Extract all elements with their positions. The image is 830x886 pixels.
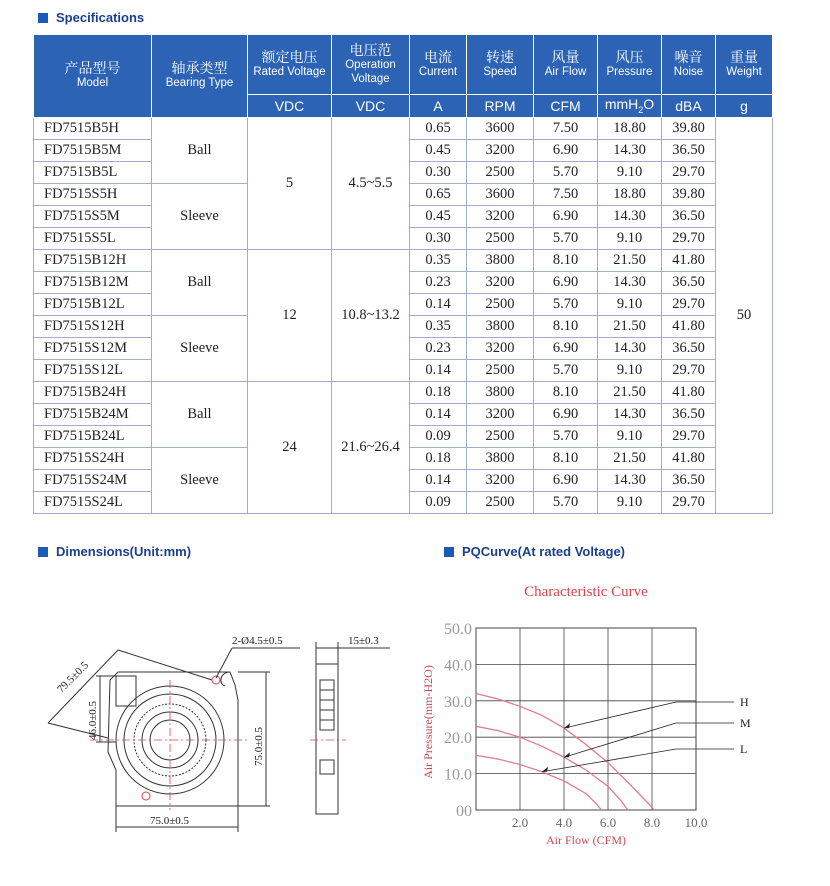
pressure-cell: 21.50: [598, 316, 662, 338]
curve-l: [476, 755, 601, 810]
header-row: [34, 35, 773, 95]
speed-cell: 3800: [467, 316, 534, 338]
flow-cell: 5.70: [534, 492, 598, 514]
current-cell: 0.35: [410, 250, 467, 272]
operation-voltage-cell: 21.6~26.4: [332, 382, 410, 514]
unit-noise: dBA: [662, 95, 716, 118]
y-tick-label: 00: [456, 803, 472, 820]
y-tick-label: 10.0: [444, 766, 472, 784]
dimensions-drawing: [30, 620, 430, 849]
flow-cell: 5.70: [534, 162, 598, 184]
pressure-cell: 14.30: [598, 404, 662, 426]
noise-cell: 39.80: [662, 118, 716, 140]
current-cell: 0.23: [410, 338, 467, 360]
noise-cell: 29.70: [662, 360, 716, 382]
model-cell: FD7515B24L: [34, 426, 152, 448]
pressure-cell: 18.80: [598, 118, 662, 140]
header-operation-voltage: 电压范 Operation Voltage: [332, 35, 410, 95]
pressure-cell: 9.10: [598, 360, 662, 382]
bearing-cell: Sleeve: [152, 448, 248, 514]
pq-heading: [444, 544, 625, 559]
speed-cell: 3800: [467, 382, 534, 404]
noise-cell: 36.50: [662, 404, 716, 426]
y-tick-label: 50.0: [444, 621, 472, 638]
header-speed: 转速 Speed: [467, 35, 534, 95]
header-current: 电流 Current: [410, 35, 467, 95]
noise-cell: 36.50: [662, 140, 716, 162]
curve-h: [476, 694, 654, 811]
speed-cell: 3600: [467, 118, 534, 140]
speed-cell: 3200: [467, 272, 534, 294]
weight-cell: 50: [716, 118, 773, 514]
current-cell: 0.65: [410, 184, 467, 206]
dimensions-title: Dimensions(Unit:mm): [56, 544, 192, 559]
dim-height: 75.0±0.5: [253, 726, 265, 766]
model-cell: FD7515B5H: [34, 118, 152, 140]
noise-cell: 36.50: [662, 470, 716, 492]
y-tick-label: 40.0: [444, 657, 472, 675]
header-bearing: 轴承类型 Bearing Type: [152, 35, 248, 118]
bearing-cell: Sleeve: [152, 184, 248, 250]
dimensions-heading: [38, 544, 191, 559]
current-cell: 0.30: [410, 228, 467, 250]
model-cell: FD7515S5H: [34, 184, 152, 206]
noise-cell: 36.50: [662, 272, 716, 294]
leader-line: [542, 749, 676, 772]
header-pressure: 风压 Pressure: [598, 35, 662, 95]
specifications-heading: [38, 10, 144, 25]
model-cell: FD7515S5L: [34, 228, 152, 250]
table-row: [34, 382, 773, 404]
current-cell: 0.18: [410, 382, 467, 404]
header-air-flow: 风量 Air Flow: [534, 35, 598, 95]
noise-cell: 41.80: [662, 250, 716, 272]
flow-cell: 6.90: [534, 140, 598, 162]
flow-cell: 5.70: [534, 360, 598, 382]
pressure-cell: 21.50: [598, 448, 662, 470]
model-cell: FD7515B24H: [34, 382, 152, 404]
bullet-square-icon: [38, 13, 48, 23]
flow-cell: 5.70: [534, 426, 598, 448]
leader-line: [564, 702, 676, 728]
legend-label-h: H: [740, 695, 749, 709]
noise-cell: 29.70: [662, 294, 716, 316]
current-cell: 0.14: [410, 470, 467, 492]
noise-cell: 41.80: [662, 448, 716, 470]
speed-cell: 2500: [467, 492, 534, 514]
noise-cell: 29.70: [662, 162, 716, 184]
flow-cell: 6.90: [534, 272, 598, 294]
flow-cell: 6.90: [534, 404, 598, 426]
pressure-cell: 9.10: [598, 492, 662, 514]
current-cell: 0.35: [410, 316, 467, 338]
current-cell: 0.09: [410, 426, 467, 448]
flow-cell: 7.50: [534, 118, 598, 140]
flow-cell: 8.10: [534, 382, 598, 404]
unit-speed: RPM: [467, 95, 534, 118]
noise-cell: 29.70: [662, 492, 716, 514]
unit-flow: CFM: [534, 95, 598, 118]
legend-label-l: L: [740, 742, 748, 756]
model-cell: FD7515B5M: [34, 140, 152, 162]
pressure-cell: 14.30: [598, 140, 662, 162]
flow-cell: 6.90: [534, 206, 598, 228]
rated-voltage-cell: 5: [248, 118, 332, 250]
pq-chart: [412, 572, 812, 866]
pq-title: PQCurve(At rated Voltage): [462, 544, 626, 559]
model-cell: FD7515S24H: [34, 448, 152, 470]
current-cell: 0.45: [410, 140, 467, 162]
current-cell: 0.09: [410, 492, 467, 514]
current-cell: 0.14: [410, 404, 467, 426]
speed-cell: 3200: [467, 470, 534, 492]
x-tick-label: 6.0: [599, 815, 617, 830]
bearing-cell: Ball: [152, 118, 248, 184]
flow-cell: 6.90: [534, 338, 598, 360]
pressure-cell: 14.30: [598, 272, 662, 294]
bearing-cell: Ball: [152, 382, 248, 448]
flow-cell: 5.70: [534, 294, 598, 316]
leader-arrow-icon: [542, 767, 548, 772]
header-noise: 噪音 Noise: [662, 35, 716, 95]
flow-cell: 8.10: [534, 448, 598, 470]
noise-cell: 29.70: [662, 426, 716, 448]
speed-cell: 2500: [467, 228, 534, 250]
chart-title: Characteristic Curve: [524, 584, 648, 600]
legend-label-m: M: [740, 716, 751, 730]
model-cell: FD7515S24L: [34, 492, 152, 514]
noise-cell: 41.80: [662, 382, 716, 404]
current-cell: 0.14: [410, 360, 467, 382]
dim-thickness: 15±0.3: [348, 635, 379, 647]
speed-cell: 3200: [467, 338, 534, 360]
pressure-cell: 14.30: [598, 206, 662, 228]
y-axis-label: Air Pressure(mm-H2O): [421, 665, 435, 779]
noise-cell: 39.80: [662, 184, 716, 206]
dim-width: 75.0±0.5: [150, 815, 190, 827]
pressure-cell: 21.50: [598, 382, 662, 404]
current-cell: 0.18: [410, 448, 467, 470]
noise-cell: 36.50: [662, 206, 716, 228]
leader-arrow-icon: [564, 723, 570, 728]
table-row: [34, 118, 773, 140]
curve-m: [476, 726, 628, 810]
bearing-cell: Sleeve: [152, 316, 248, 382]
current-cell: 0.30: [410, 162, 467, 184]
speed-cell: 3200: [467, 404, 534, 426]
bullet-square-icon: [444, 547, 454, 557]
speed-cell: 2500: [467, 426, 534, 448]
x-axis-label: Air Flow (CFM): [545, 833, 627, 847]
x-tick-label: 10.0: [684, 815, 708, 830]
model-cell: FD7515B5L: [34, 162, 152, 184]
x-tick-label: 2.0: [511, 815, 529, 830]
model-cell: FD7515B12M: [34, 272, 152, 294]
flow-cell: 7.50: [534, 184, 598, 206]
pressure-cell: 18.80: [598, 184, 662, 206]
speed-cell: 3200: [467, 140, 534, 162]
speed-cell: 3600: [467, 184, 534, 206]
current-cell: 0.65: [410, 118, 467, 140]
y-tick-label: 30.0: [444, 693, 472, 711]
current-cell: 0.45: [410, 206, 467, 228]
leader-arrow-icon: [564, 752, 570, 757]
x-tick-label: 8.0: [643, 815, 661, 830]
model-cell: FD7515B12L: [34, 294, 152, 316]
model-cell: FD7515S12H: [34, 316, 152, 338]
unit-current: A: [410, 95, 467, 118]
model-cell: FD7515B24M: [34, 404, 152, 426]
speed-cell: 3800: [467, 448, 534, 470]
pressure-cell: 14.30: [598, 470, 662, 492]
header-model: 产品型号 Model: [34, 35, 152, 118]
plot-frame: [476, 628, 696, 810]
speed-cell: 2500: [467, 294, 534, 316]
pressure-cell: 14.30: [598, 338, 662, 360]
flow-cell: 8.10: [534, 250, 598, 272]
model-cell: FD7515S5M: [34, 206, 152, 228]
dim-diagonal: 79.5±0.5: [55, 659, 92, 696]
unit-weight: g: [716, 95, 773, 118]
dim-outlet: 46.0±0.5: [87, 700, 99, 740]
x-tick-label: 4.0: [555, 815, 573, 830]
speed-cell: 2500: [467, 162, 534, 184]
noise-cell: 36.50: [662, 338, 716, 360]
current-cell: 0.23: [410, 272, 467, 294]
speed-cell: 3800: [467, 250, 534, 272]
specifications-title: Specifications: [56, 10, 145, 25]
unit-operation: VDC: [332, 95, 410, 118]
model-cell: FD7515S12L: [34, 360, 152, 382]
specifications-table: [33, 34, 773, 514]
unit-voltage: VDC: [248, 95, 332, 118]
header-weight: 重量 Weight: [716, 35, 773, 95]
rated-voltage-cell: 12: [248, 250, 332, 382]
model-cell: FD7515S24M: [34, 470, 152, 492]
pressure-cell: 9.10: [598, 228, 662, 250]
unit-pressure: mmH$_2$O: [598, 95, 662, 118]
flow-cell: 6.90: [534, 470, 598, 492]
y-tick-label: 20.0: [444, 730, 472, 748]
noise-cell: 29.70: [662, 228, 716, 250]
table-row: [34, 250, 773, 272]
noise-cell: 41.80: [662, 316, 716, 338]
operation-voltage-cell: 10.8~13.2: [332, 250, 410, 382]
bullet-square-icon: [38, 547, 48, 557]
pressure-cell: 9.10: [598, 426, 662, 448]
speed-cell: 3200: [467, 206, 534, 228]
bearing-cell: Ball: [152, 250, 248, 316]
model-cell: FD7515S12M: [34, 338, 152, 360]
flow-cell: 8.10: [534, 316, 598, 338]
speed-cell: 2500: [467, 360, 534, 382]
dim-hole: 2-Ø4.5±0.5: [232, 635, 283, 647]
model-cell: FD7515B12H: [34, 250, 152, 272]
pressure-cell: 9.10: [598, 294, 662, 316]
rated-voltage-cell: 24: [248, 382, 332, 514]
current-cell: 0.14: [410, 294, 467, 316]
pressure-cell: 21.50: [598, 250, 662, 272]
flow-cell: 5.70: [534, 228, 598, 250]
pressure-cell: 9.10: [598, 162, 662, 184]
operation-voltage-cell: 4.5~5.5: [332, 118, 410, 250]
header-rated-voltage: 额定电压 Rated Voltage: [248, 35, 332, 95]
